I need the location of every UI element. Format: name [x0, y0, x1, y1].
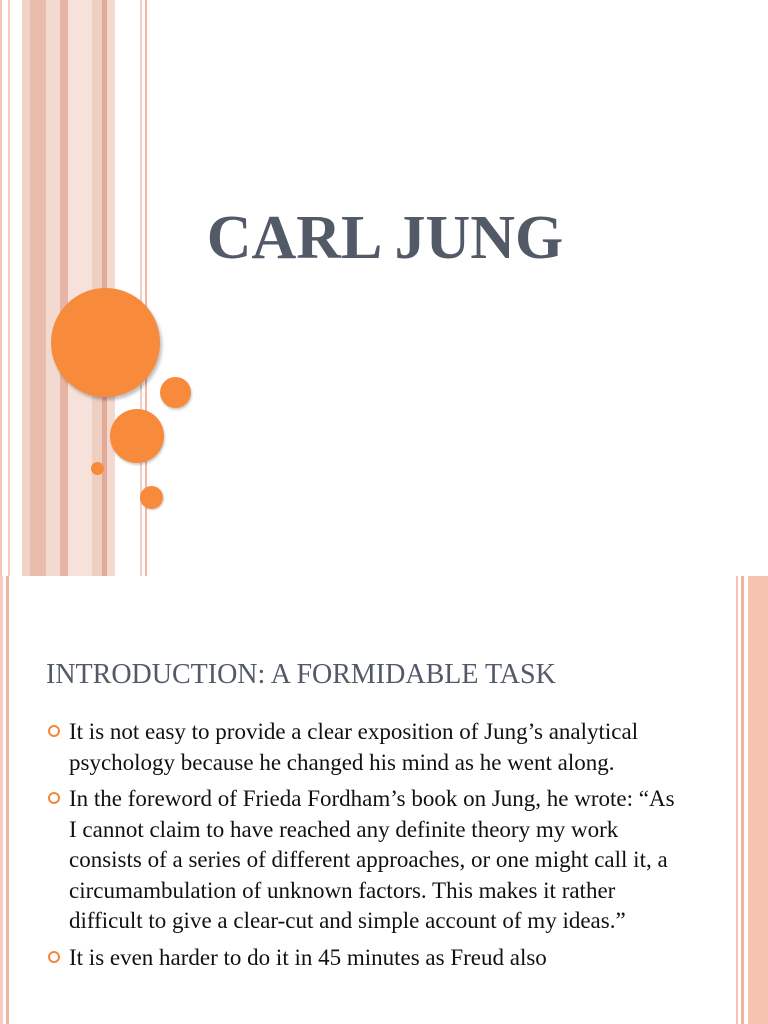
decor-stripe: [6, 576, 9, 1024]
decor-stripe: [748, 576, 768, 1024]
decor-circle-small: [140, 486, 163, 509]
decor-circle-tiny: [91, 462, 104, 475]
bullet-item: [45, 943, 685, 974]
ring-bullet-icon: [48, 951, 60, 963]
bullet-text: In the foreword of Frieda Fordham’s book on Jung, he wrote: “As I cannot claim to have reached any definite theory my work consists of a series of different approaches, or one might call it, a circumambulation of unknown factors. This makes it rather difficult to give a clear-cut and simple account of my ideas.”: [69, 786, 675, 933]
decor-circle-large: [51, 288, 160, 397]
slide-heading: INTRODUCTION: A FORMIDABLE TASK: [46, 659, 556, 690]
bullet-item: [45, 717, 685, 778]
ring-bullet-icon: [48, 792, 60, 804]
decor-stripe: [741, 576, 744, 1024]
bullet-text: It is not easy to provide a clear exposition of Jung’s analytical psychology because he changed his mind as he went along.: [69, 719, 639, 775]
decor-stripe: [8, 0, 10, 576]
decor-circle-small: [160, 377, 191, 408]
decor-stripe: [736, 576, 738, 1024]
bullet-list: [45, 717, 685, 979]
decor-stripe: [68, 0, 92, 576]
ring-bullet-icon: [48, 725, 60, 737]
decor-stripe: [30, 0, 46, 576]
bullet-item: [45, 784, 685, 937]
bullet-text: It is even harder to do it in 45 minutes as Freud also: [69, 944, 547, 970]
decor-stripe: [46, 0, 60, 576]
decor-stripe: [22, 0, 30, 576]
decor-stripe: [60, 0, 68, 576]
decor-stripe: [0, 0, 2, 576]
decor-circle-medium: [110, 409, 164, 463]
slide-title: CARL JUNG: [206, 204, 564, 272]
decor-stripe: [0, 576, 3, 1024]
content-slide: [0, 576, 768, 1024]
